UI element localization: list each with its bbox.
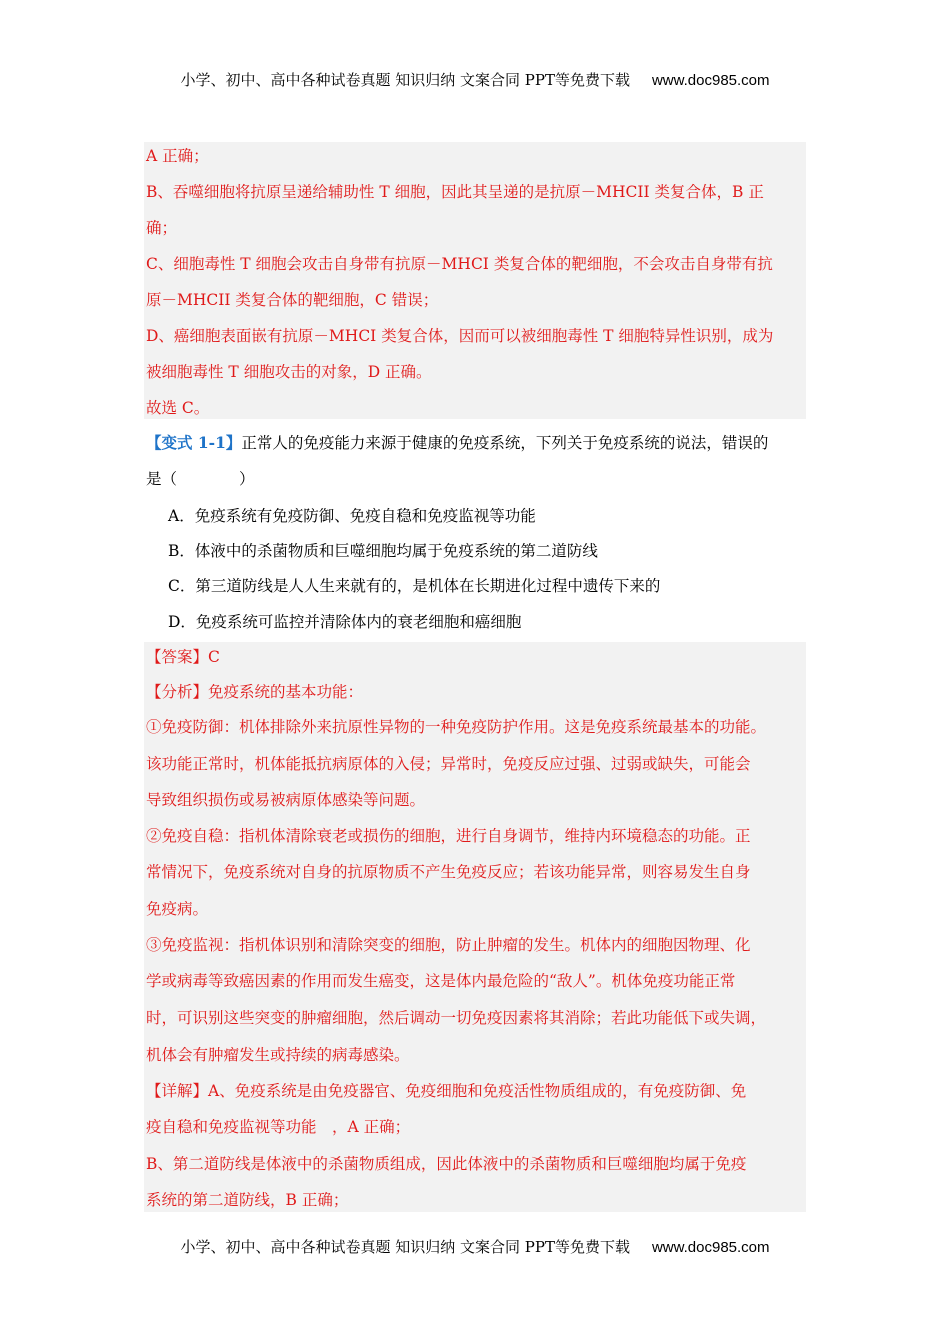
explanation-line: A 正确；: [146, 147, 209, 165]
option-d: D．免疫系统可监控并清除体内的衰老细胞和癌细胞: [168, 613, 522, 631]
answer-line: 【详解】A、免疫系统是由免疫器官、免疫细胞和免疫活性物质组成的，有免疫防御、免: [146, 1082, 747, 1100]
answer-line: ②免疫自稳：指机体清除衰老或损伤的细胞，进行自身调节，维持内环境稳态的功能。正: [146, 827, 751, 845]
header-url[interactable]: www.doc985.com: [651, 72, 770, 89]
explanation-line: 原－MHCII 类复合体的靶细胞，C 错误；: [146, 291, 439, 309]
answer-line: 时，可识别这些突变的肿瘤细胞，然后调动一切免疫因素将其消除；若此功能低下或失调，: [146, 1009, 767, 1027]
question-tag: 【变式 1-1】: [146, 433, 242, 452]
explanation-line: 被细胞毒性 T 细胞攻击的对象，D 正确。: [146, 363, 432, 381]
question-stem: [146, 433, 768, 453]
explanation-line: 故选 C。: [146, 399, 210, 417]
answer-line: 【分析】免疫系统的基本功能：: [146, 683, 364, 701]
answer-line: ①免疫防御：机体排除外来抗原性异物的一种免疫防护作用。这是免疫系统最基本的功能。: [146, 718, 767, 736]
answer-line: 学或病毒等致癌因素的作用而发生癌变，这是体内最危险的“敌人”。机体免疫功能正常: [146, 972, 736, 990]
answer-line: ③免疫监视：指机体识别和清除突变的细胞，防止肿瘤的发生。机体内的细胞因物理、化: [146, 936, 751, 954]
option-b: B．体液中的杀菌物质和巨噬细胞均属于免疫系统的第二道防线: [168, 542, 598, 560]
footer-text: 小学、初中、高中各种试卷真题 知识归纳 文案合同 PPT等免费下载: [180, 1238, 630, 1256]
explanation-line: B、吞噬细胞将抗原呈递给辅助性 T 细胞，因此其呈递的是抗原－MHCII 类复合体，B 正: [146, 183, 764, 201]
answer-line: 系统的第二道防线，B 正确；: [146, 1191, 349, 1209]
answer-line: 机体会有肿瘤发生或持续的病毒感染。: [146, 1046, 410, 1064]
question-stem-line2: 是（ ）: [146, 470, 255, 488]
explanation-line: 确；: [146, 219, 178, 237]
page-footer: [0, 1236, 950, 1257]
footer-url[interactable]: www.doc985.com: [651, 1239, 770, 1256]
answer-line: 【答案】C: [146, 648, 220, 666]
answer-line: 导致组织损伤或易被病原体感染等问题。: [146, 791, 426, 809]
option-c: C．第三道防线是人人生来就有的，是机体在长期进化过程中遗传下来的: [168, 577, 661, 595]
explanation-line: C、细胞毒性 T 细胞会攻击自身带有抗原－MHCI 类复合体的靶细胞，不会攻击自身带有抗: [146, 255, 773, 273]
answer-line: 常情况下，免疫系统对自身的抗原物质不产生免疫反应；若该功能异常，则容易发生自身: [146, 863, 751, 881]
option-a: A．免疫系统有免疫防御、免疫自稳和免疫监视等功能: [168, 507, 536, 525]
header-text: 小学、初中、高中各种试卷真题 知识归纳 文案合同 PPT等免费下载: [180, 71, 630, 89]
answer-line: 免疫病。: [146, 900, 209, 918]
answer-line: 疫自稳和免疫监视等功能 ，A 正确；: [146, 1118, 411, 1136]
page-header: [0, 69, 950, 90]
answer-line: 该功能正常时，机体能抵抗病原体的入侵；异常时，免疫反应过强、过弱或缺失，可能会: [146, 755, 751, 773]
question-stem-line1: 正常人的免疫能力来源于健康的免疫系统，下列关于免疫系统的说法，错误的: [241, 434, 769, 452]
explanation-line: D、癌细胞表面嵌有抗原－MHCI 类复合体，因而可以被细胞毒性 T 细胞特异性识别，成为: [146, 327, 774, 345]
answer-line: B、第二道防线是体液中的杀菌物质组成，因此体液中的杀菌物质和巨噬细胞均属于免疫: [146, 1155, 747, 1173]
